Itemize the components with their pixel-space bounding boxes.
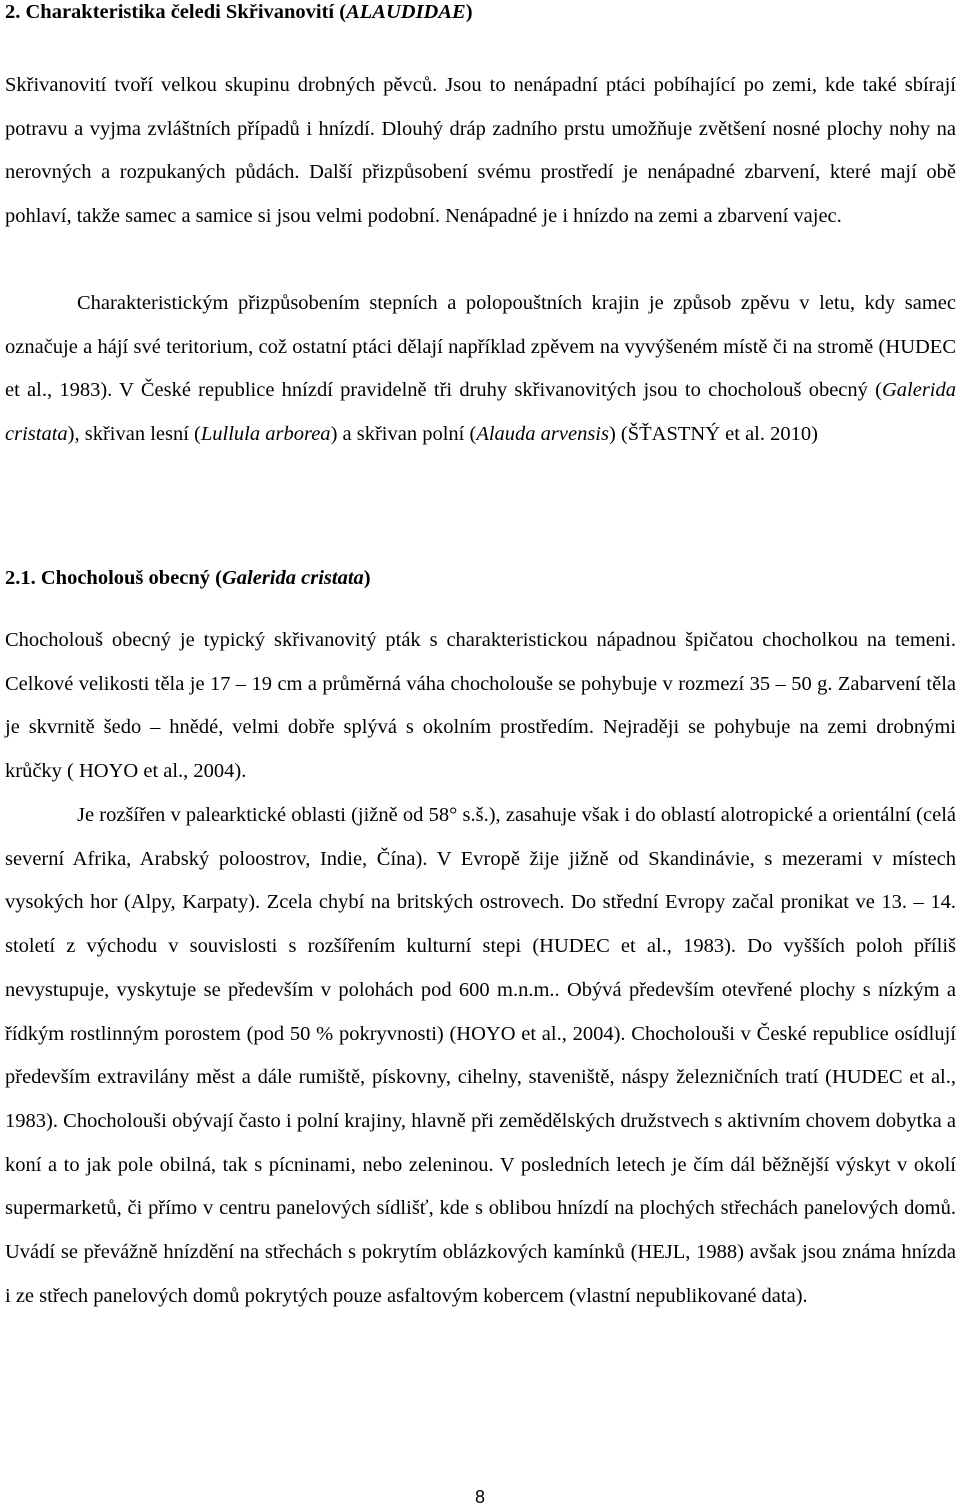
subsection-heading-suffix: ): [363, 567, 371, 589]
intro-paragraph-1: Skřivanovití tvoří velkou skupinu drobných pěvců. Jsou to nenápadní ptáci pobíhající po zemi, kde také sbírají potravu a vyjma zvláštních případů i hnízdí. Dlouhý dráp zadního prstu umožňuje zvětšení nosné plochy nohy na nerovných a rozpukaných půdách. Další přizpůsobení svému prostředí je nenápadné zbarvení, které mají obě pohlaví, takže samec a samice si jsou velmi podobní. Nenápadné je i hnízdo na zemi a zbarvení vajec.: [5, 74, 956, 228]
subsection-p2-text: Je rozšířen v palearktické oblasti (jižně od 58° s.š.), zasahuje však i do oblastí alotropické a orientální (celá severní Afrika, Arabský poloostrov, Indie, Čína). V Evropě žije jižně od Skandinávie, s mezerami v místech vysokých hor (Alpy, Karpaty). Zcela chybí na britských ostrovech. Do střední Evropy začal pronikat ve 13. – 14. století z východu v souvislosti s rozšířením kulturní stepi (HUDEC et al., 1983). Do vyšších poloh příliš nevystupuje, vyskytuje se především v polohách pod 600 m.n.m.. Obývá především otevřené plochy s nízkým a řídkým rostlinným porostem (pod 50 % pokryvnosti) (HOYO et al., 2004). Chocholouši v České republice osídlují především extravilány měst a dále rumiště, pískovny, cihelny, staveniště, náspy železničních tratí (HUDEC et al., 1983). Chocholouši obývají často i polní krajiny, hlavně při zemědělských družstvech s aktivním chovem dobytka a koní a to jak pole obilná, tak s pícninami, nebo zeleninou. V posledních letech je čím dál běžnější výskyt v okolí supermarketů, či přímo v centru panelových sídlišť, kde s oblibou hnízdí na plochých střechách panelových domů. Uvádí se převážně hnízdění na střechách s pokrytím oblázkových kamínků (HEJL, 1988) avšak jsou známa hnízda i ze střech panelových domů pokrytých pouze asfaltovým kobercem (vlastní nepublikované data).: [5, 804, 956, 1307]
intro-p2-latin-galerida: Galerida cristata: [5, 379, 956, 446]
section-heading-suffix: ): [465, 1, 473, 23]
intro-p2-latin-lullula: Lullula arborea: [200, 423, 331, 446]
section-heading-text: 2. Charakteristika čeledi Skřivanovití (: [5, 1, 347, 23]
subsection-heading-latin: Galerida cristata: [221, 567, 364, 589]
intro-p2-text-b: ), skřivan lesní (: [67, 423, 201, 446]
subsection-paragraph-2: [5, 794, 956, 1318]
intro-p2-text-c: ) a skřivan polní (: [330, 423, 477, 446]
section-heading: [5, 0, 473, 24]
page-number: 8: [474, 1487, 485, 1507]
subsection-heading: [5, 566, 371, 590]
subsection-heading-text: 2.1. Chocholouš obecný (: [5, 567, 222, 589]
intro-p2-text-a: Charakteristickým přizpůsobením stepních a polopouštních krajin je způsob zpěvu v letu, kdy samec označuje a hájí své teritorium, což ostatní ptáci dělají například zpěvem na vyvýšeném místě či na stromě (HUDEC et al., 1983). V České republice hnízdí pravidelně tři druhy skřivanovitých jsou to chocholouš obecný (: [5, 292, 956, 402]
intro-paragraph-2: [5, 282, 956, 457]
intro-p2-latin-alauda: Alauda arvensis: [476, 423, 609, 446]
section-heading-latin: ALAUDIDAE: [346, 1, 466, 23]
subsection-paragraph-1: Chocholouš obecný je typický skřivanovitý pták s charakteristickou nápadnou špičatou chocholkou na temeni. Celkové velikosti těla je 17 – 19 cm a průměrná váha chocholouše se pohybuje v rozmezí 35 – 50 g. Zabarvení těla je skvrnitě šedo – hnědé, velmi dobře splývá s okolním prostředím. Nejraději se pohybuje na zemi drobnými krůčky ( HOYO et al., 2004).: [5, 629, 956, 783]
intro-p2-text-d: ) (ŠŤASTNÝ et al. 2010): [608, 423, 818, 446]
